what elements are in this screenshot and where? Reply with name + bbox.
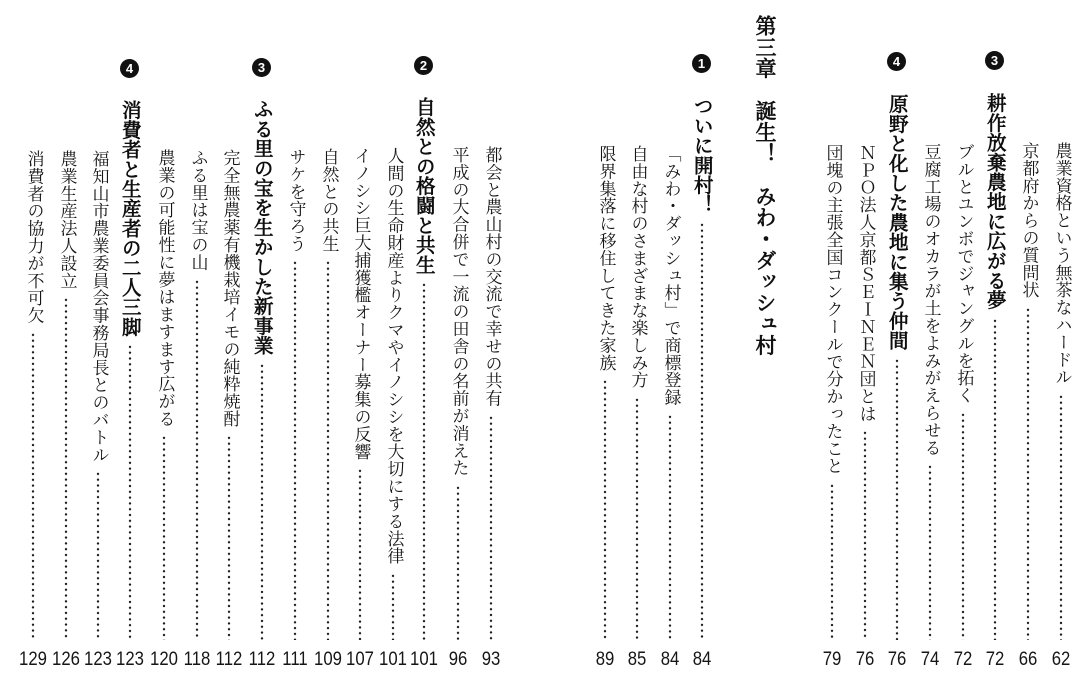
page-number: 89 <box>595 649 615 670</box>
dot-leader <box>64 297 68 640</box>
dot-leader <box>668 414 672 640</box>
dot-leader <box>162 435 166 640</box>
toc-entry <box>216 149 242 640</box>
toc-entry <box>478 146 504 640</box>
toc-entry <box>950 143 976 640</box>
entry-title: 平成の大合併で一流の田舎の名前が消えた <box>448 146 469 477</box>
dot-leader <box>31 332 35 640</box>
page-number: 74 <box>920 649 940 670</box>
entry-title: 消費者の協力が不可欠 <box>23 150 44 324</box>
dot-leader <box>1026 307 1030 640</box>
page-number: 112 <box>248 649 276 670</box>
dot-leader <box>227 435 231 640</box>
dot-leader <box>993 318 997 640</box>
section-title: 原野と化した農地に集う仲間 <box>885 94 909 351</box>
page-number: 72 <box>985 649 1005 670</box>
dot-leader <box>456 485 460 640</box>
dot-leader <box>700 222 704 640</box>
page-number: 123 <box>84 649 112 670</box>
toc-entry <box>592 145 618 640</box>
toc-entry <box>852 144 878 640</box>
page-number: 76 <box>855 649 875 670</box>
entry-title: 団塊の主張全国コンクールで分かったこと <box>822 144 843 475</box>
entry-title: 農業の可能性に夢はますます広がる <box>154 149 175 428</box>
page-number: 109 <box>314 649 342 670</box>
section-number-badge: 4 <box>120 59 139 78</box>
section-title: 耕作放棄農地に広がる夢 <box>983 93 1007 310</box>
toc-section-heading <box>249 99 275 640</box>
dot-leader <box>96 471 100 640</box>
page-number: 85 <box>627 649 647 670</box>
page-number: 66 <box>1018 649 1038 670</box>
section-number-badge: 3 <box>985 51 1004 70</box>
page-number: 76 <box>887 649 907 670</box>
entry-title: 農業生産法人設立 <box>56 150 77 290</box>
page-number: 120 <box>150 649 178 670</box>
dot-leader <box>603 379 607 640</box>
entry-title: ふる里は宝の山 <box>187 149 208 271</box>
page-number: 112 <box>215 649 243 670</box>
toc-section-heading <box>117 100 143 640</box>
dot-leader <box>928 464 932 640</box>
page-number: 84 <box>660 649 680 670</box>
entry-title: 福知山市農業委員会事務局長とのバトル <box>88 150 109 464</box>
entry-title: 農業資格という無茶なハードル <box>1051 142 1072 386</box>
entry-title: 自然との共生 <box>318 148 339 253</box>
page-number: 111 <box>282 649 308 670</box>
toc-entry <box>624 145 650 640</box>
page-number: 72 <box>953 649 973 670</box>
entry-title: 人間の生命財産よりクマやイノシシを大切にする法律 <box>383 147 404 565</box>
page-number: 101 <box>410 649 438 670</box>
page-number: 129 <box>19 649 47 670</box>
toc-entry <box>445 146 471 640</box>
section-title: ついに開村！ <box>690 96 714 215</box>
dot-leader <box>128 344 132 640</box>
chapter-title: 第三章 誕生！ みわ・ダッシュ村 <box>753 15 777 356</box>
toc-entry <box>1048 142 1074 640</box>
page-number: 118 <box>183 649 211 670</box>
toc-entry <box>1015 142 1041 640</box>
entry-title: ブルとユンボでジャングルを拓く <box>953 143 974 404</box>
dot-leader <box>863 430 867 640</box>
section-number-badge: 2 <box>414 56 433 75</box>
toc-entry <box>53 150 79 640</box>
dot-leader <box>830 483 834 640</box>
section-number-badge: 1 <box>692 54 711 73</box>
dot-leader <box>391 573 395 640</box>
toc-entry <box>917 143 943 640</box>
section-title: 消費者と生産者の二人三脚 <box>118 100 142 337</box>
entry-title: ＮＰＯ法人京都ＳＥＩＮＥＮ団とは <box>855 144 876 423</box>
dot-leader <box>635 397 639 640</box>
dot-leader <box>293 260 297 640</box>
toc-entry <box>282 148 308 640</box>
toc-entry <box>819 144 845 640</box>
entry-title: 完全無農薬有機栽培イモの純粋焼酎 <box>219 149 240 428</box>
toc-entry <box>347 147 373 640</box>
toc-entry <box>657 145 683 640</box>
entry-title: 「みわ・ダッシュ村」で商標登録 <box>660 145 681 406</box>
toc-section-heading <box>982 93 1008 640</box>
toc-entry <box>315 148 341 640</box>
dot-leader <box>358 468 362 640</box>
dot-leader <box>195 279 199 640</box>
page-number: 101 <box>379 649 407 670</box>
toc-entry <box>20 150 46 640</box>
toc-entry <box>380 147 406 640</box>
entry-title: イノシシ巨大捕獲檻オーナー募集の反響 <box>350 147 371 461</box>
toc-entry <box>151 149 177 640</box>
toc-section-heading <box>411 97 437 640</box>
section-number-badge: 3 <box>252 58 271 77</box>
dot-leader <box>489 415 493 640</box>
entry-title: 限界集落に移住してきた家族 <box>595 145 616 372</box>
dot-leader <box>422 282 426 640</box>
toc-entry <box>85 150 111 640</box>
page-number: 93 <box>481 649 501 670</box>
page-number: 123 <box>116 649 144 670</box>
toc-entry <box>184 149 210 640</box>
dot-leader <box>260 363 264 640</box>
page-number: 62 <box>1051 649 1071 670</box>
entry-title: サケを守ろう <box>285 148 306 253</box>
section-title: ふる里の宝を生かした新事業 <box>250 99 274 356</box>
page-number: 107 <box>346 649 374 670</box>
entry-title: 豆腐工場のオカラが土をよみがえらせる <box>920 143 941 457</box>
page-number: 126 <box>52 649 80 670</box>
page-number: 79 <box>822 649 842 670</box>
section-number-badge: 4 <box>887 52 906 71</box>
dot-leader <box>895 358 899 640</box>
page-number: 96 <box>448 649 468 670</box>
dot-leader <box>1059 394 1063 640</box>
toc-section-heading <box>689 96 715 640</box>
entry-title: 京都府からの質問状 <box>1018 142 1039 299</box>
toc-section-heading <box>884 94 910 640</box>
entry-title: 都会と農山村の交流で幸せの共有 <box>481 146 502 407</box>
entry-title: 自由な村のさまざまな楽しみ方 <box>627 145 648 389</box>
dot-leader <box>326 260 330 640</box>
section-title: 自然との格闘と共生 <box>412 97 436 275</box>
page-number: 84 <box>692 649 712 670</box>
dot-leader <box>961 412 965 640</box>
